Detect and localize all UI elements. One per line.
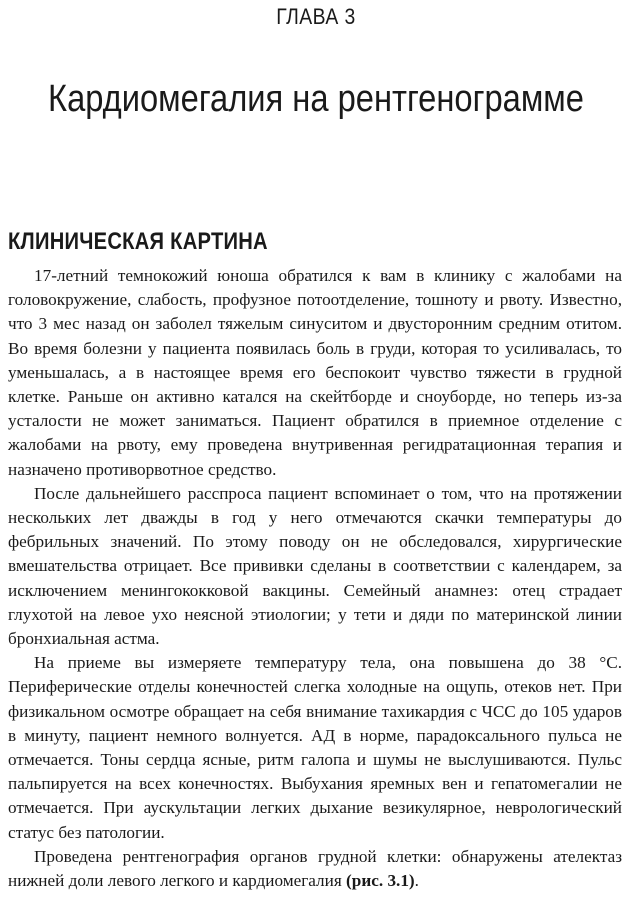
chapter-title: Кардиомегалия на рентгенограмме	[48, 78, 584, 120]
paragraph-radiography	[8, 845, 622, 893]
figure-reference[interactable]: (рис. 3.1)	[346, 871, 415, 891]
section-heading: КЛИНИЧЕСКАЯ КАРТИНА	[8, 228, 268, 255]
body-text	[8, 264, 622, 893]
paragraph-examination: На приеме вы измеряете температуру тела, она повышена до 38 °С. Периферические отделы конечностей слегка холодные на ощупь, отеков нет. При физикальном осмотре обращает на себя внимание тахикардия с ЧСС до 105 ударов в минуту, пациент немного волнуется. АД в норме, парадоксального пульса не отмечается. Тоны сердца ясные, ритм галопа и шумы не выслушиваются. Пульс пальпируется на всех конечностях. Выбухания яремных вен и гепатомегалии не отмечается. При аускультации легких дыхание везикулярное, неврологический статус без патологии.	[8, 653, 622, 842]
chapter-label: ГЛАВА 3	[276, 4, 356, 29]
paragraph-complaints: 17-летний темнокожий юноша обратился к вам в клинику с жалобами на головокружение, слабость, профузное потоотделение, тошноту и рвоту. Известно, что 3 мес назад он заболел тяжелым синуситом и двусторонним средним отитом. Во время болезни у пациента появилась боль в груди, которая то усиливалась, то уменьшалась, а в настоящее время его беспокоит чувство тяжести в грудной клетке. Раньше он активно катался на скейтборде и сноуборде, но теперь из-за усталости не может заниматься. Пациент обратился в приемное отделение с жалобами на рвоту, ему проведена внутривенная регидратационная терапия и назначено противорвотное средство.	[8, 266, 622, 479]
paragraph-end: .	[414, 871, 419, 891]
radiography-text: Проведена рентгенография органов грудной клетки: обнаружены ателектаз нижней доли левого легкого и кардиомегалия	[8, 846, 622, 891]
paragraph-history: После дальнейшего расспроса пациент вспоминает о том, что на протяжении нескольких лет дважды в год у него отмечаются скачки температуры до фебрильных значений. По этому поводу он не обследовался, хирургические вмешательства отрицает. Все прививки сделаны в соответствии с календарем, за исключением менингококковой вакцины. Семейный анамнез: отец страдает глухотой на левое ухо неясной этиологии; у тети и дяди по материнской линии бронхиальная астма.	[8, 483, 622, 649]
